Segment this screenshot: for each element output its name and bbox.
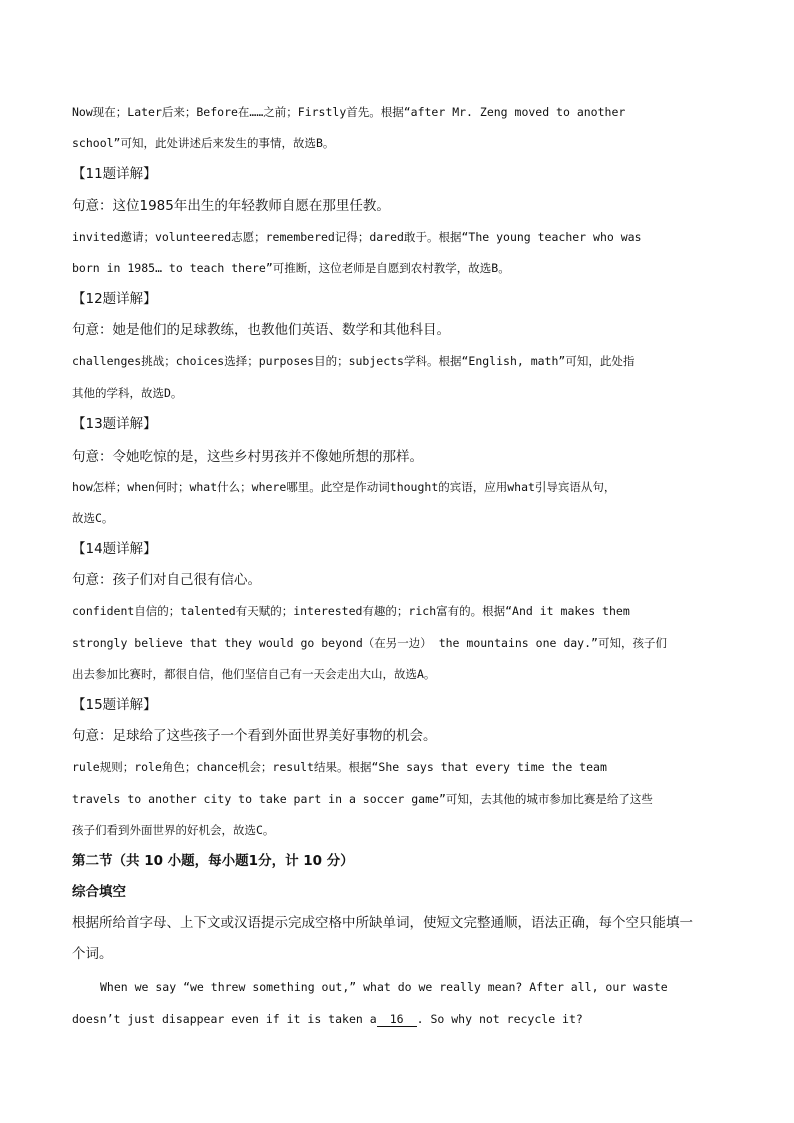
question-heading-11: 【11题详解】 xyxy=(72,166,157,182)
text-line: travels to another city to take part in a soccer game”可知，去其他的城市参加比赛是给了这些 xyxy=(72,792,653,806)
text-line: 故选C。 xyxy=(72,511,114,525)
passage-line: When we say “we threw something out,” what do we really mean? After all, our waste xyxy=(100,980,668,994)
sentence-meaning: 句意：足球给了这些孩子一个看到外面世界美好事物的机会。 xyxy=(72,728,437,744)
sentence-meaning: 句意：她是他们的足球教练，也教他们英语、数学和其他科目。 xyxy=(72,322,450,338)
instructions: 个词。 xyxy=(72,946,113,962)
text-line: 孩子们看到外面世界的好机会，故选C。 xyxy=(72,823,275,837)
instructions: 根据所给首字母、上下文或汉语提示完成空格中所缺单词，使短文完整通顺，语法正确，每个空只能填一 xyxy=(72,915,693,931)
answer-blank[interactable]: 16 xyxy=(377,1012,417,1027)
text-line: Now现在；Later后来；Before在……之前；Firstly首先。根据“after Mr. Zeng moved to another xyxy=(72,105,626,119)
text-line: 其他的学科，故选D。 xyxy=(72,386,183,400)
text-line: challenges挑战；choices选择；purposes目的；subjects学科。根据“English, math”可知，此处指 xyxy=(72,354,635,368)
passage-line xyxy=(72,1009,727,1029)
text-line: born in 1985… to teach there”可推断，这位老师是自愿到农村教学，故选B。 xyxy=(72,261,510,275)
sentence-meaning: 句意：令她吃惊的是，这些乡村男孩并不像她所想的那样。 xyxy=(72,449,423,465)
text-line: strongly believe that they would go beyond（在另一边） the mountains one day.”可知，孩子们 xyxy=(72,636,667,650)
question-heading-14: 【14题详解】 xyxy=(72,541,157,557)
text-line: 出去参加比赛时，都很自信，他们坚信自己有一天会走出大山，故选A。 xyxy=(72,667,436,681)
text-line: rule规则；role角色；chance机会；result结果。根据“She says that every time the team xyxy=(72,760,607,774)
text-line: confident自信的；talented有天赋的；interested有趣的；rich富有的。根据“And it makes them xyxy=(72,604,630,618)
text-line: invited邀请；volunteered志愿；remembered记得；dared敢于。根据“The young teacher who was xyxy=(72,230,642,244)
passage-text: . So why not recycle it? xyxy=(416,1012,583,1026)
section-subheading: 综合填空 xyxy=(72,884,126,900)
passage-text: doesn’t just disappear even if it is taken a xyxy=(72,1012,377,1026)
sentence-meaning: 句意：孩子们对自己很有信心。 xyxy=(72,572,261,588)
section-heading: 第二节（共 10 小题，每小题1分，计 10 分） xyxy=(72,853,354,869)
text-line: school”可知，此处讲述后来发生的事情，故选B。 xyxy=(72,136,335,150)
question-heading-13: 【13题详解】 xyxy=(72,416,157,432)
sentence-meaning: 句意：这位1985年出生的年轻教师自愿在那里任教。 xyxy=(72,198,390,214)
text-line: how怎样；when何时；what什么；where哪里。此空是作动词thought的宾语，应用what引导宾语从句， xyxy=(72,480,616,494)
question-heading-15: 【15题详解】 xyxy=(72,697,157,713)
question-heading-12: 【12题详解】 xyxy=(72,291,157,307)
